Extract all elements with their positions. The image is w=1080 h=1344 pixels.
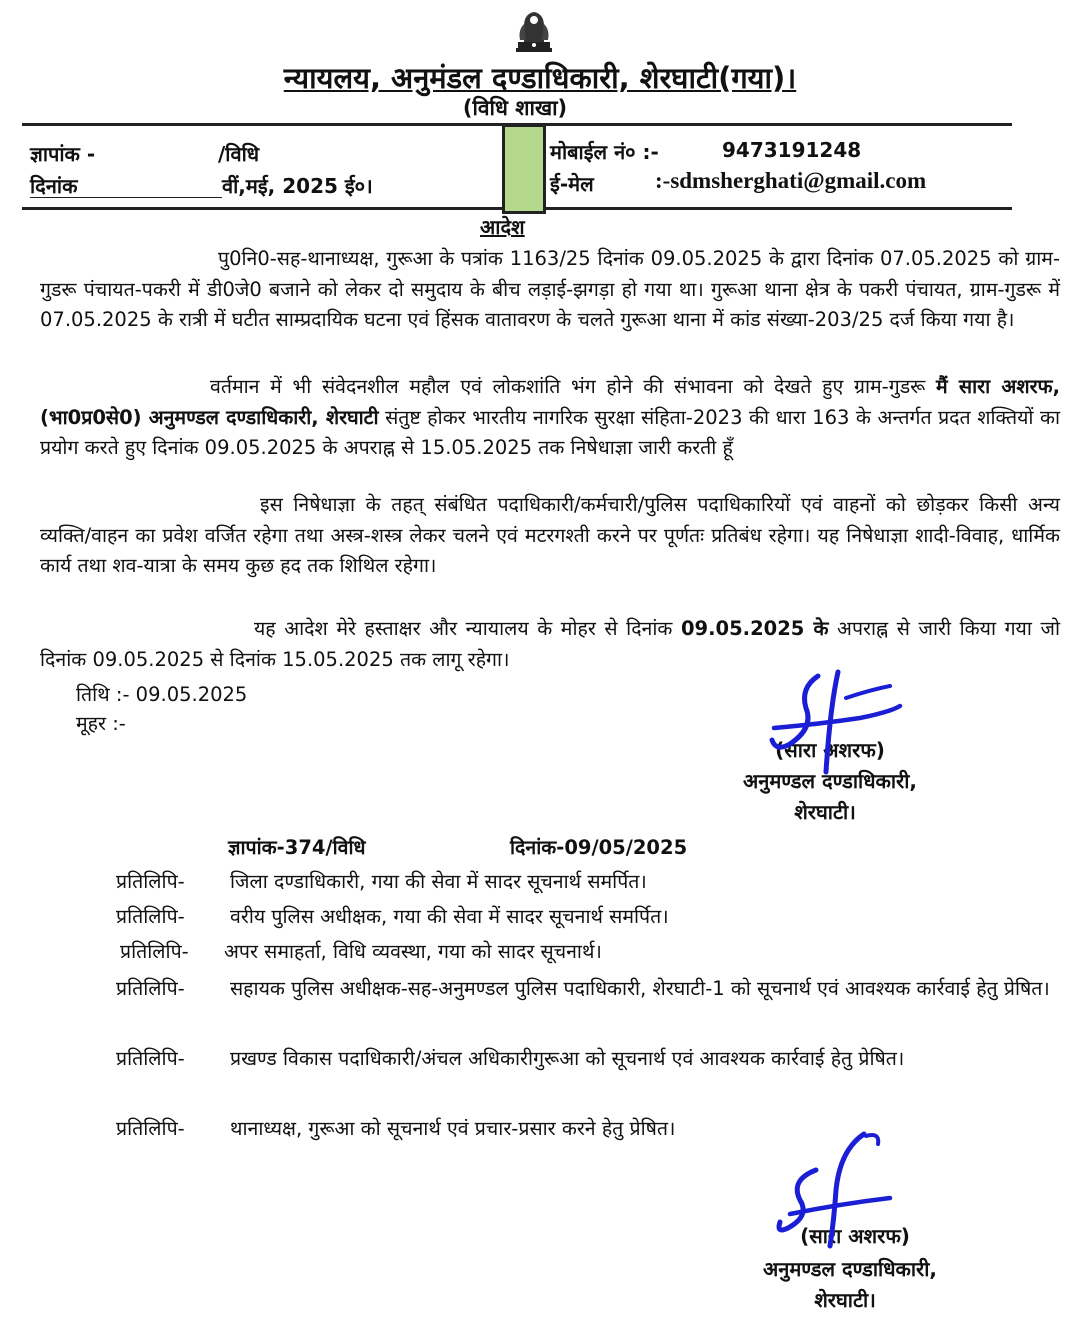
signatory-name: (सारा अशरफ)	[800, 1224, 910, 1248]
handwritten-signature-1	[760, 668, 930, 778]
order-heading: आदेश	[480, 215, 525, 239]
copy-item	[116, 901, 1076, 932]
email-value: :-sdmsherghati@gmail.com	[655, 168, 927, 193]
signatory-name: (सारा अशरफ)	[775, 738, 885, 762]
copy-item	[116, 1043, 1076, 1074]
office-subtitle: (विधि शाखा)	[462, 96, 568, 120]
copy-item	[116, 973, 1076, 1004]
memo-value: /विधि	[218, 142, 260, 166]
copy-date: दिनांक-09/05/2025	[510, 836, 688, 859]
order-paragraph-1: पु0नि0-सह-थानाध्यक्ष, गुरूआ के पत्रांक 1163/25 दिनांक 09.05.2025 के द्वारा दिनांक 07.05.2025 को ग्राम-गुडरू पंचायत-पकरी में डी0जे0 बजाने को लेकर दो समुदाय के बीच लड़ाई-झगड़ा हो गया था। गुरूआ थाना क्षेत्र के पकरी पंचायत, ग्राम-गुडरू में 07.05.2025 के रात्री में घटीत साम्प्रदायिक घटना एवं हिंसक वातावरण के चलते गुरूआ थाना में कांड संख्या-203/25 दर्ज किया गया है।	[40, 247, 1060, 331]
copy-item-text: प्रखण्ड विकास पदाधिकारी/अंचल अधिकारीगुरूआ को सूचनार्थ एवं आवश्यक कार्रवाई हेतु प्रेषित।	[230, 1047, 905, 1070]
handwritten-signature-2	[770, 1130, 930, 1250]
mobile-label: मोबाईल नं० :-	[550, 140, 659, 164]
muhar-line: मूहर :-	[76, 712, 126, 735]
signatory-place: शेरघाटी।	[794, 800, 856, 824]
office-title: न्यायलय, अनुमंडल दण्डाधिकारी, शेरघाटी(गया)।	[283, 61, 797, 95]
effective-date-bold: 09.05.2025 के	[680, 617, 829, 640]
copy-item-text: अपर समाहर्ता, विधि व्यवस्था, गया को सादर सूचनार्थ।	[224, 940, 602, 963]
signatory-place: शेरघाटी।	[814, 1288, 876, 1312]
signatory-designation: अनुमण्डल दण्डाधिकारी,	[742, 769, 918, 793]
copy-item-label: प्रतिलिपि-	[116, 1047, 185, 1070]
date-label: दिनांक	[30, 174, 78, 198]
signatory-designation: अनुमण्डल दण्डाधिकारी,	[762, 1257, 938, 1281]
memo-label: ज्ञापांक -	[30, 142, 96, 166]
copy-item	[116, 866, 1076, 897]
copy-item	[116, 936, 1076, 967]
issuer-name-bold: मैं सारा अशरफ, (भा0प्र0से0) अनुमण्डल दण्डाधिकारी, शेरघाटी	[40, 375, 1061, 429]
date-value: वीं,मई, 2025 ई०।	[222, 174, 373, 198]
order-paragraph-4: यह आदेश मेरे हस्ताक्षर और न्यायालय के मोहर से दिनांक 09.05.2025 के अपराह्न से जारी किया गया जो दिनांक 09.05.2025 से दिनांक 15.05.2025 तक लागू रहेगा।	[40, 617, 1060, 671]
copy-item-label: प्रतिलिपि-	[116, 870, 185, 893]
copy-item-text: थानाध्यक्ष, गुरूआ को सूचनार्थ एवं प्रचार-प्रसार करने हेतु प्रेषित।	[230, 1117, 676, 1140]
copy-item-text: जिला दण्डाधिकारी, गया की सेवा में सादर सूचनार्थ समर्पित।	[230, 870, 647, 893]
copy-item	[116, 1113, 1076, 1144]
redaction-block	[502, 124, 546, 214]
copy-item-text: वरीय पुलिस अधीक्षक, गया की सेवा में सादर सूचनार्थ समर्पित।	[230, 905, 669, 928]
copy-item-label: प्रतिलिपि-	[116, 905, 185, 928]
order-paragraph-3: इस निषेधाज्ञा के तहत् संबंधित पदाधिकारी/कर्मचारी/पुलिस पदाधिकारियों एवं वाहनों को छोड़कर किसी अन्य व्यक्ति/वाहन का प्रवेश वर्जित रहेगा तथा अस्त्र-शस्त्र लेकर चलने एवं मटरगश्ती करने पर पूर्णतः प्रतिबंध रहेगा। यह निषेधाज्ञा शादी-विवाह, धार्मिक कार्य तथा शव-यात्रा के समय कुछ हद तक शिथिल रहेगा।	[40, 493, 1060, 577]
tithi-line: तिथि :- 09.05.2025	[76, 683, 248, 706]
copy-item-text: सहायक पुलिस अधीक्षक-सह-अनुमण्डल पुलिस पदाधिकारी, शेरघाटी-1 को सूचनार्थ एवं आवश्यक कार्रवाई हेतु प्रेषित।	[230, 977, 1050, 1000]
copy-item-label: प्रतिलिपि-	[116, 1117, 185, 1140]
state-emblem-icon	[512, 6, 556, 54]
mobile-value: 9473191248	[722, 138, 862, 162]
copy-item-label: प्रतिलिपि-	[116, 977, 185, 1000]
copy-item-label: प्रतिलिपि-	[120, 940, 189, 963]
copy-memo-number: ज्ञापांक-374/विधि	[228, 836, 366, 859]
email-label: ई-मेल	[550, 172, 594, 196]
order-paragraph-2: वर्तमान में भी संवेदनशील महौल एवं लोकशांति भंग होने की संभावना को देखते हुए ग्राम-गुडरू मैं सारा अशरफ, (भा0प्र0से0) अनुमण्डल दण्डाधिकारी, शेरघाटी संतुष्ट होकर भारतीय नागरिक सुरक्षा संहिता-2023 की धारा 163 के अन्तर्गत प्रदत शक्तियों का प्रयोग करते हुए दिनांक 09.05.2025 के अपराह्न से 15.05.2025 तक निषेधाज्ञा जारी करती हूँ	[40, 375, 1061, 459]
date-underline	[30, 197, 222, 198]
